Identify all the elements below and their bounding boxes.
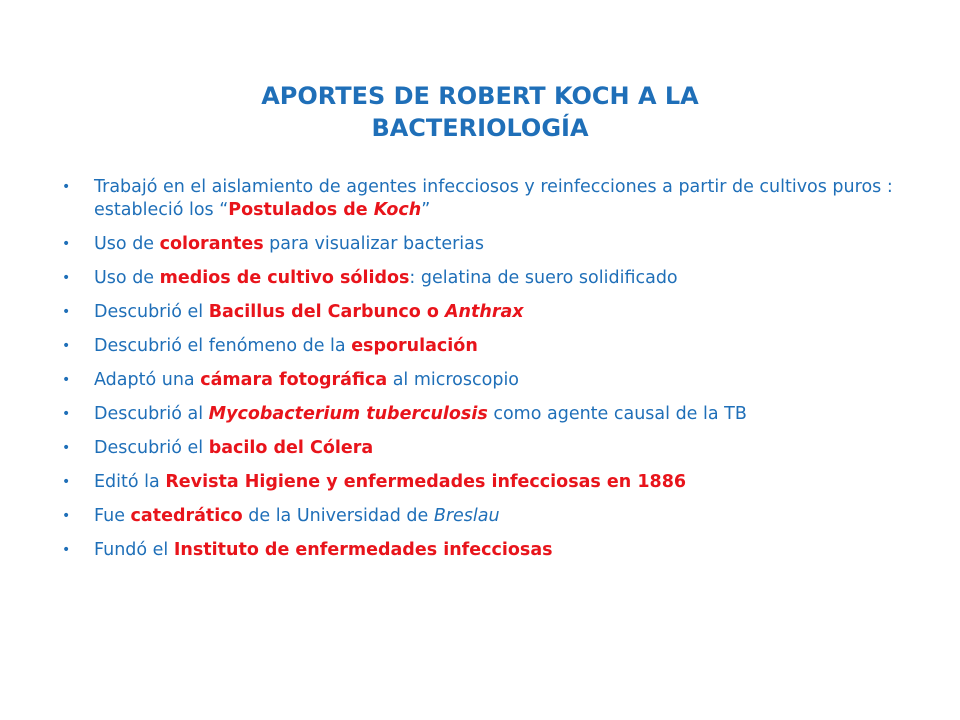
slide-title-line-1: APORTES DE ROBERT KOCH A LA [261, 82, 699, 110]
bullet-text: Descubrió al [94, 404, 209, 424]
bullet-dot-icon: • [62, 179, 71, 195]
bullet-text: Uso de [94, 268, 160, 288]
bullet-text: Adaptó una [94, 370, 201, 390]
bullet-item [62, 233, 932, 256]
highlighted-text: esporulación [351, 336, 478, 356]
bullet-text: Fue [94, 506, 131, 526]
bullet-item [62, 369, 932, 392]
bullet-text: de la Universidad de [242, 506, 434, 526]
bullet-dot-icon: • [62, 236, 71, 252]
highlighted-text: colorantes [159, 234, 264, 254]
bullet-item [62, 437, 932, 460]
bullet-text: Uso de [94, 234, 160, 254]
bullet-text: Descubrió el [94, 438, 209, 458]
bullet-dot-icon: • [62, 508, 71, 524]
highlighted-text: Revista Higiene y enfermedades infecciosas en 1886 [165, 472, 687, 492]
highlighted-text: Bacillus del Carbunco o [208, 302, 446, 322]
bullet-dot-icon: • [62, 542, 71, 558]
bullet-text: Trabajó en el aislamiento de agentes infecciosos y reinfecciones a partir de cultivos puros : estableció los “ [94, 177, 893, 220]
bullet-dot-icon: • [62, 372, 71, 388]
bullet-item [62, 505, 932, 528]
highlighted-text: Mycobacterium tuberculosis [208, 404, 488, 424]
slide-title [0, 80, 960, 144]
bullet-dot-icon: • [62, 270, 71, 286]
bullet-text: Breslau [433, 506, 500, 526]
bullet-text: Editó la [94, 472, 166, 492]
highlighted-text: catedrático [130, 506, 243, 526]
bullet-item [62, 539, 932, 562]
bullet-dot-icon: • [62, 304, 71, 320]
bullet-dot-icon: • [62, 406, 71, 422]
bullet-text: para visualizar bacterias [263, 234, 485, 254]
bullet-list [62, 176, 932, 573]
highlighted-text: Instituto de enfermedades infecciosas [173, 540, 553, 560]
highlighted-text: cámara fotográfica [200, 370, 388, 390]
bullet-item [62, 471, 932, 494]
bullet-text: como agente causal de la TB [487, 404, 747, 424]
highlighted-text: Koch [373, 200, 422, 220]
bullet-text: al microscopio [387, 370, 520, 390]
bullet-text: : gelatina de suero solidificado [409, 268, 678, 288]
bullet-item [62, 403, 932, 426]
bullet-text: Descubrió el [94, 302, 209, 322]
bullet-dot-icon: • [62, 440, 71, 456]
bullet-item [62, 335, 932, 358]
highlighted-text: Anthrax [445, 302, 524, 322]
bullet-text: Fundó el [94, 540, 174, 560]
highlighted-text: medios de cultivo sólidos [159, 268, 410, 288]
bullet-dot-icon: • [62, 474, 71, 490]
bullet-item [62, 267, 932, 290]
slide-title-line-2: BACTERIOLOGÍA [371, 114, 589, 142]
bullet-item [62, 301, 932, 324]
highlighted-text: bacilo del Cólera [208, 438, 374, 458]
highlighted-text: Postulados de [228, 200, 374, 220]
bullet-text: Descubrió el fenómeno de la [94, 336, 352, 356]
bullet-text: ” [421, 200, 431, 220]
bullet-dot-icon: • [62, 338, 71, 354]
bullet-item [62, 176, 932, 222]
